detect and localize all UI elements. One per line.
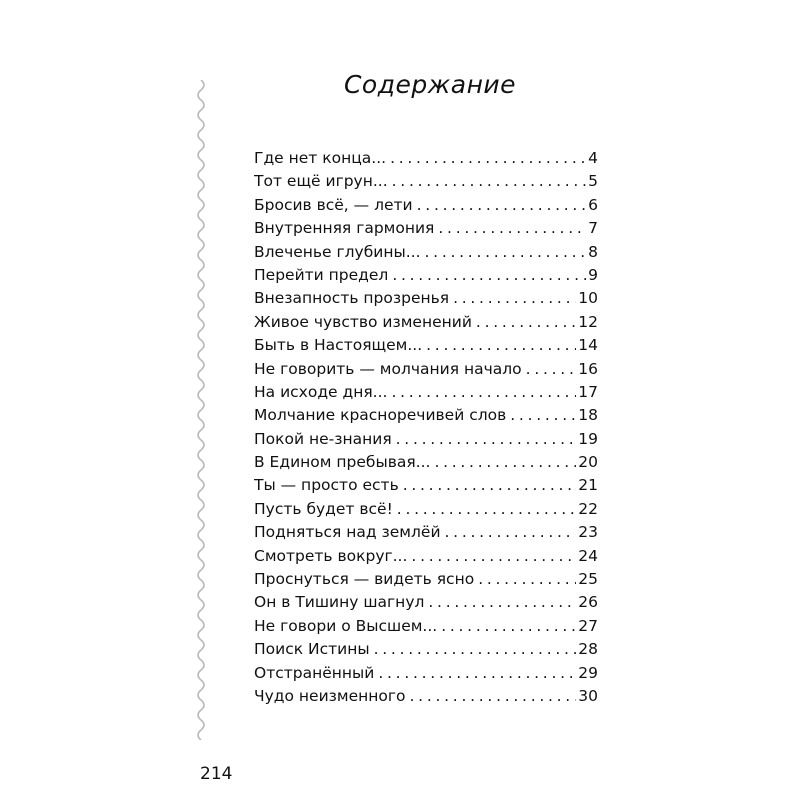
toc-entry-page: 21 <box>578 476 598 495</box>
toc-entry[interactable] <box>254 336 598 359</box>
toc-entry-page: 27 <box>578 616 598 635</box>
toc-entry-title: Молчание красноречивей слов <box>254 406 507 425</box>
toc-dot-leader <box>410 687 577 705</box>
toc-entry[interactable] <box>254 149 598 172</box>
toc-entry[interactable] <box>254 219 598 242</box>
toc-dot-leader <box>510 406 576 424</box>
toc-dot-leader <box>396 430 577 448</box>
toc-entry[interactable] <box>254 687 598 710</box>
toc-dot-leader <box>434 453 576 471</box>
toc-dot-leader <box>426 336 576 354</box>
toc-entry-page: 9 <box>588 265 598 284</box>
toc-entry[interactable] <box>254 476 598 499</box>
page-number: 214 <box>200 764 233 784</box>
toc-entry-title: Тот ещё игрун... <box>254 172 388 191</box>
toc-entry-page: 8 <box>588 242 598 261</box>
table-of-contents <box>254 149 598 710</box>
toc-dot-leader <box>478 570 576 588</box>
toc-entry-title: Бросив всё, — лети <box>254 195 413 214</box>
toc-entry-title: Живое чувство изменений <box>254 312 472 331</box>
toc-dot-leader <box>526 360 577 378</box>
toc-entry-title: Проснуться — видеть ясно <box>254 570 475 589</box>
toc-entry[interactable] <box>254 313 598 336</box>
toc-entry-title: Не говорить — молчания начало <box>254 359 522 378</box>
toc-entry-page: 30 <box>578 686 598 705</box>
toc-entry-page: 18 <box>578 406 598 425</box>
toc-entry-title: Подняться над землёй <box>254 523 441 542</box>
toc-entry-title: Он в Тишину шагнул <box>254 593 425 612</box>
toc-dot-leader <box>453 289 576 307</box>
toc-entry-page: 22 <box>578 499 598 518</box>
toc-entry[interactable] <box>254 640 598 663</box>
toc-entry[interactable] <box>254 243 598 266</box>
toc-entry[interactable] <box>254 453 598 476</box>
toc-entry-title: На исходе дня... <box>254 382 388 401</box>
toc-entry[interactable] <box>254 523 598 546</box>
toc-entry-page: 16 <box>578 359 598 378</box>
toc-entry-page: 19 <box>578 429 598 448</box>
toc-entry-page: 14 <box>578 336 598 355</box>
toc-entry-title: В Едином пребывая... <box>254 453 431 472</box>
toc-dot-leader <box>403 476 577 494</box>
toc-entry-title: Чудо неизменного <box>254 686 406 705</box>
wavy-border-ornament <box>192 80 210 740</box>
toc-entry-page: 29 <box>578 663 598 682</box>
toc-entry[interactable] <box>254 289 598 312</box>
toc-entry[interactable] <box>254 593 598 616</box>
toc-entry-title: Быть в Настоящем... <box>254 336 423 355</box>
toc-entry[interactable] <box>254 547 598 570</box>
toc-entry-title: Покой не-знания <box>254 429 392 448</box>
toc-entry[interactable] <box>254 383 598 406</box>
toc-entry[interactable] <box>254 196 598 219</box>
toc-entry-title: Отстранённый <box>254 663 375 682</box>
page-title: Содержание <box>343 70 517 99</box>
toc-entry-page: 26 <box>578 593 598 612</box>
toc-entry-page: 7 <box>588 219 598 238</box>
toc-dot-leader <box>476 313 576 331</box>
toc-dot-leader <box>417 196 586 214</box>
toc-entry-page: 12 <box>578 312 598 331</box>
toc-entry-title: Не говори о Высшем... <box>254 616 438 635</box>
toc-dot-leader <box>428 593 576 611</box>
toc-entry-title: Ты — просто есть <box>254 476 399 495</box>
toc-dot-leader <box>441 617 576 635</box>
toc-entry[interactable] <box>254 406 598 429</box>
toc-entry-page: 10 <box>578 289 598 308</box>
toc-entry-page: 5 <box>588 172 598 191</box>
toc-entry-title: Пусть будет всё! <box>254 499 393 518</box>
toc-dot-leader <box>378 664 576 682</box>
toc-entry[interactable] <box>254 430 598 453</box>
toc-dot-leader <box>397 500 576 518</box>
toc-entry-page: 20 <box>578 453 598 472</box>
toc-entry-page: 17 <box>578 382 598 401</box>
toc-dot-leader <box>390 149 586 167</box>
toc-entry-page: 28 <box>578 640 598 659</box>
toc-dot-leader <box>392 172 586 190</box>
toc-dot-leader <box>392 266 586 284</box>
toc-entry[interactable] <box>254 172 598 195</box>
toc-entry-title: Внезапность прозренья <box>254 289 450 308</box>
toc-dot-leader <box>445 523 577 541</box>
toc-entry-title: Смотреть вокруг... <box>254 546 408 565</box>
toc-entry-page: 6 <box>588 195 598 214</box>
toc-dot-leader <box>391 383 576 401</box>
toc-entry[interactable] <box>254 266 598 289</box>
toc-dot-leader <box>411 547 576 565</box>
toc-dot-leader <box>438 219 586 237</box>
toc-dot-leader <box>425 243 587 261</box>
toc-entry[interactable] <box>254 617 598 640</box>
toc-entry[interactable] <box>254 500 598 523</box>
toc-entry-page: 25 <box>578 570 598 589</box>
toc-dot-leader <box>374 640 577 658</box>
toc-entry-title: Внутренняя гармония <box>254 219 435 238</box>
toc-entry-title: Где нет конца... <box>254 149 387 167</box>
toc-entry-page: 4 <box>588 149 598 167</box>
toc-entry[interactable] <box>254 360 598 383</box>
toc-entry-page: 23 <box>578 523 598 542</box>
toc-entry-page: 24 <box>578 546 598 565</box>
toc-entry[interactable] <box>254 664 598 687</box>
toc-entry-title: Влеченье глубины... <box>254 242 421 261</box>
toc-entry-title: Поиск Истины <box>254 640 370 659</box>
toc-entry-title: Перейти предел <box>254 265 389 284</box>
toc-entry[interactable] <box>254 570 598 593</box>
